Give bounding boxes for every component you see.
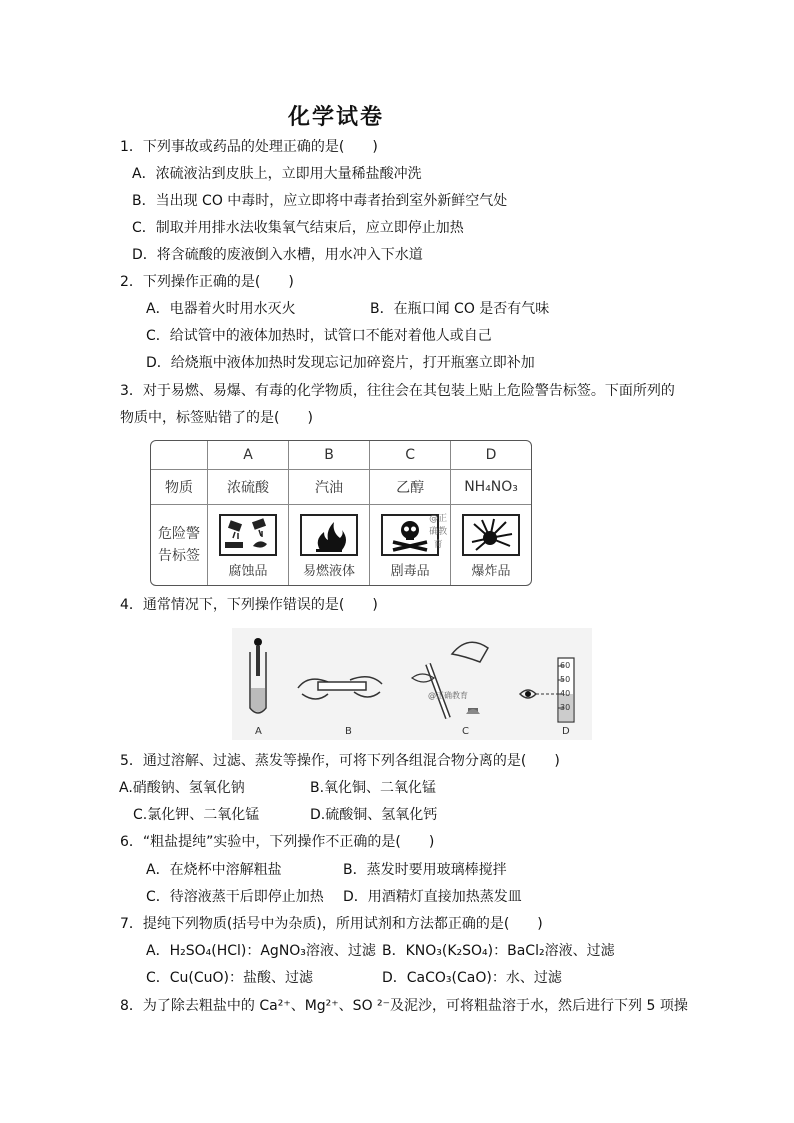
question-2-option-c: C．给试管中的液体加热时，试管口不能对着他人或自己 [146,328,492,344]
question-5-option-c: C.氯化钾、二氧化锰 [133,807,260,823]
figure-label-b: B [345,726,352,737]
question-2-option-a: A．电器着火时用水灭火 [146,301,296,317]
question-6-stem: 6．“粗盐提纯”实验中，下列操作不正确的是( ) [120,834,435,850]
hazard-cell-d [451,505,531,586]
hazard-label-table [150,440,532,586]
question-7-option-c: C．Cu(CuO)：盐酸、过滤 [146,970,314,986]
question-7-option-b: B．KNO₃(K₂SO₄)：BaCl₂溶液、过滤 [382,943,615,959]
hazard-cell-a [208,505,289,586]
figure-label-c: C [462,726,469,737]
row-label-hazard-line2: 告标签 [158,548,200,564]
question-2-option-b: B．在瓶口闻 CO 是否有气味 [370,301,550,317]
question-8-stem: 8．为了除去粗盐中的 Ca²⁺、Mg²⁺、SO ²⁻及泥沙，可将粗盐溶于水，然后进行下列 5 项操 [120,998,688,1014]
question-6-option-d: D．用酒精灯直接加热蒸发皿 [343,889,522,905]
hazard-label-b: 易燃液体 [303,563,356,579]
column-header-b: B [289,441,370,470]
figure-watermark: @正确教育 [428,691,468,700]
hazard-label-a: 腐蚀品 [228,563,268,579]
column-header-d: D [451,441,531,470]
row-label-hazard [151,505,208,586]
question-4-stem: 4．通常情况下，下列操作错误的是( ) [120,597,378,613]
scale-30: 30 [560,703,571,712]
question-6-option-c: C．待溶液蒸干后即停止加热 [146,889,324,905]
question-6-option-b: B．蒸发时要用玻璃棒搅拌 [343,862,507,878]
question-5-option-a: A.硝酸钠、氢氧化钠 [119,780,245,796]
hazard-label-d: 爆炸品 [471,563,511,579]
scale-50: 50 [560,675,571,684]
figure-label-a: A [255,726,262,737]
question-5-stem: 5．通过溶解、过滤、蒸发等操作，可将下列各组混合物分离的是( ) [120,753,560,769]
question-7-option-a: A．H₂SO₄(HCl)：AgNO₃溶液、过滤 [146,943,376,959]
figure-label-d: D [562,726,570,737]
explosion-icon [462,514,520,556]
question-1-option-c: C．制取并用排水法收集氧气结束后，应立即停止加热 [132,220,464,236]
question-3-stem-line1: 3．对于易燃、易爆、有毒的化学物质，往往会在其包装上贴上危险警告标签。下面所列的 [120,383,675,399]
substance-d: NH₄NO₃ [451,470,531,505]
corrosive-icon [219,514,277,556]
column-header-c: C [370,441,451,470]
question-5-option-b: B.氧化铜、二氧化锰 [310,780,437,796]
column-header-a: A [208,441,289,470]
substance-a: 浓硫酸 [208,470,289,505]
hazard-cell-c [370,505,451,586]
question-1-option-b: B．当出现 CO 中毒时，应立即将中毒者抬到室外新鲜空气处 [132,193,508,209]
question-4-figure [232,628,592,740]
hazard-cell-b [289,505,370,586]
substance-c: 乙醇 [370,470,451,505]
question-3-stem-line2: 物质中，标签贴错了的是( ) [120,410,313,426]
question-2-stem: 2．下列操作正确的是( ) [120,274,294,290]
question-1-stem: 1．下列事故或药品的处理正确的是( ) [120,139,378,155]
page-title: 化学试卷 [287,105,384,130]
question-6-option-a: A．在烧杯中溶解粗盐 [146,862,282,878]
row-label-hazard-line1: 危险警 [158,526,200,542]
question-2-option-d: D．给烧瓶中液体加热时发现忘记加碎瓷片，打开瓶塞立即补加 [146,355,535,371]
question-7-option-d: D．CaCO₃(CaO)：水、过滤 [382,970,562,986]
question-1-option-d: D．将含硫酸的废液倒入水槽，用水冲入下水道 [132,247,423,263]
hazard-label-c: 剧毒品 [390,563,430,579]
watermark-text: @正确教育 [429,514,448,550]
question-7-stem: 7．提纯下列物质(括号中为杂质)，所用试剂和方法都正确的是( ) [120,916,543,932]
substance-b: 汽油 [289,470,370,505]
row-label-substance: 物质 [151,470,208,505]
question-5-option-d: D.硫酸铜、氢氧化钙 [310,807,438,823]
flame-icon [300,514,358,556]
table-corner [151,441,208,470]
scale-40: 40 [560,689,571,698]
scale-60: 60 [560,661,571,670]
question-1-option-a: A．浓硫液沾到皮肤上，立即用大量稀盐酸冲洗 [132,166,422,182]
